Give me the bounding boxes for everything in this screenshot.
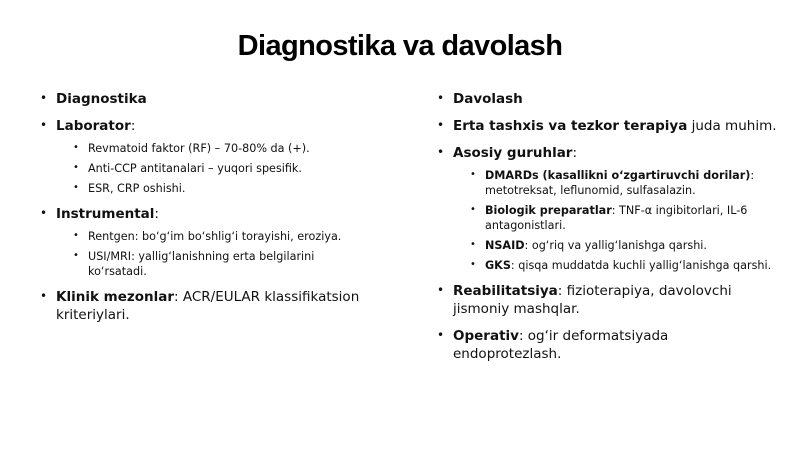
bullet-laborator — [40, 117, 360, 196]
operativ-text: : og‘ir deformatsiyada endoprotezlash. — [453, 328, 669, 362]
reabilitatsiya-text: : fizioterapiya, davolovchi jismoniy mashqlar. — [453, 283, 732, 317]
asosiy-item-label: NSAID — [485, 239, 525, 252]
asosiy-item-gks — [469, 258, 777, 273]
laborator-colon: : — [130, 118, 136, 134]
bullet-reabilitatsiya — [437, 282, 777, 318]
klinik-label: Klinik mezonlar — [56, 289, 174, 305]
laborator-item: • Revmatoid faktor (RF) – 70-80% da (+). — [72, 141, 360, 156]
left-bullet-list — [40, 90, 360, 324]
left-column — [40, 90, 360, 333]
asosiy-item-nsaid — [469, 238, 777, 253]
asosiy-colon: : — [572, 145, 578, 161]
bullet-instrumental — [40, 205, 360, 279]
right-bullet-list — [437, 90, 777, 363]
asosiy-item-label: DMARDs (kasallikni o‘zgartiruvchi dorilar) — [485, 169, 751, 182]
instrumental-item: • Rentgen: bo‘g‘im bo‘shlig‘i torayishi, eroziya. — [72, 229, 360, 244]
instrumental-colon: : — [154, 206, 159, 222]
asosiy-item-text: : og‘riq va yallig‘lanishga qarshi. — [524, 239, 707, 252]
klinik-text: : ACR/EULAR klassifikatsion kriteriylari. — [56, 289, 360, 323]
bullet-davolash — [437, 90, 777, 108]
davolash-heading: Davolash — [453, 91, 523, 107]
laborator-sublist — [56, 141, 360, 196]
bullet-diagnostika — [40, 90, 360, 108]
instrumental-sublist — [56, 229, 360, 279]
asosiy-item-biologik — [469, 203, 777, 233]
slide-title: Diagnostika va davolash — [237, 30, 563, 62]
instrumental-label: Instrumental — [56, 206, 155, 222]
laborator-item: • ESR, CRP oshishi. — [72, 181, 360, 196]
asosiy-item-text: : TNF-α ingibitorlari, IL-6 antagonistlari. — [485, 204, 748, 232]
right-column — [437, 90, 777, 372]
bullet-asosiy-guruhlar — [437, 144, 777, 273]
instrumental-item: • USI/MRI: yallig‘lanishning erta belgilarini ko‘rsatadi. — [72, 249, 360, 279]
laborator-item: • Anti-CCP antitanalari – yuqori spesifik. — [72, 161, 360, 176]
asosiy-sublist — [453, 168, 777, 273]
asosiy-label: Asosiy guruhlar — [453, 145, 573, 161]
asosiy-item-label: Biologik preparatlar — [485, 204, 612, 217]
reabilitatsiya-label: Reabilitatsiya — [453, 283, 558, 299]
asosiy-item-label: GKS — [485, 259, 511, 272]
bullet-klinik-mezonlar — [40, 288, 360, 324]
asosiy-item-text: : qisqa muddatda kuchli yallig‘lanishga qarshi. — [510, 259, 772, 272]
erta-text: juda muhim. — [687, 118, 777, 134]
asosiy-item-dmards — [469, 168, 777, 198]
bullet-operativ — [437, 327, 777, 363]
laborator-label: Laborator — [56, 118, 131, 134]
diagnostika-heading: Diagnostika — [56, 91, 147, 107]
asosiy-item-text: : metotreksat, leflunomid, sulfasalazin. — [485, 169, 755, 197]
erta-label: Erta tashxis va tezkor terapiya — [453, 118, 688, 134]
bullet-erta-tashxis — [437, 117, 777, 135]
operativ-label: Operativ — [453, 328, 519, 344]
